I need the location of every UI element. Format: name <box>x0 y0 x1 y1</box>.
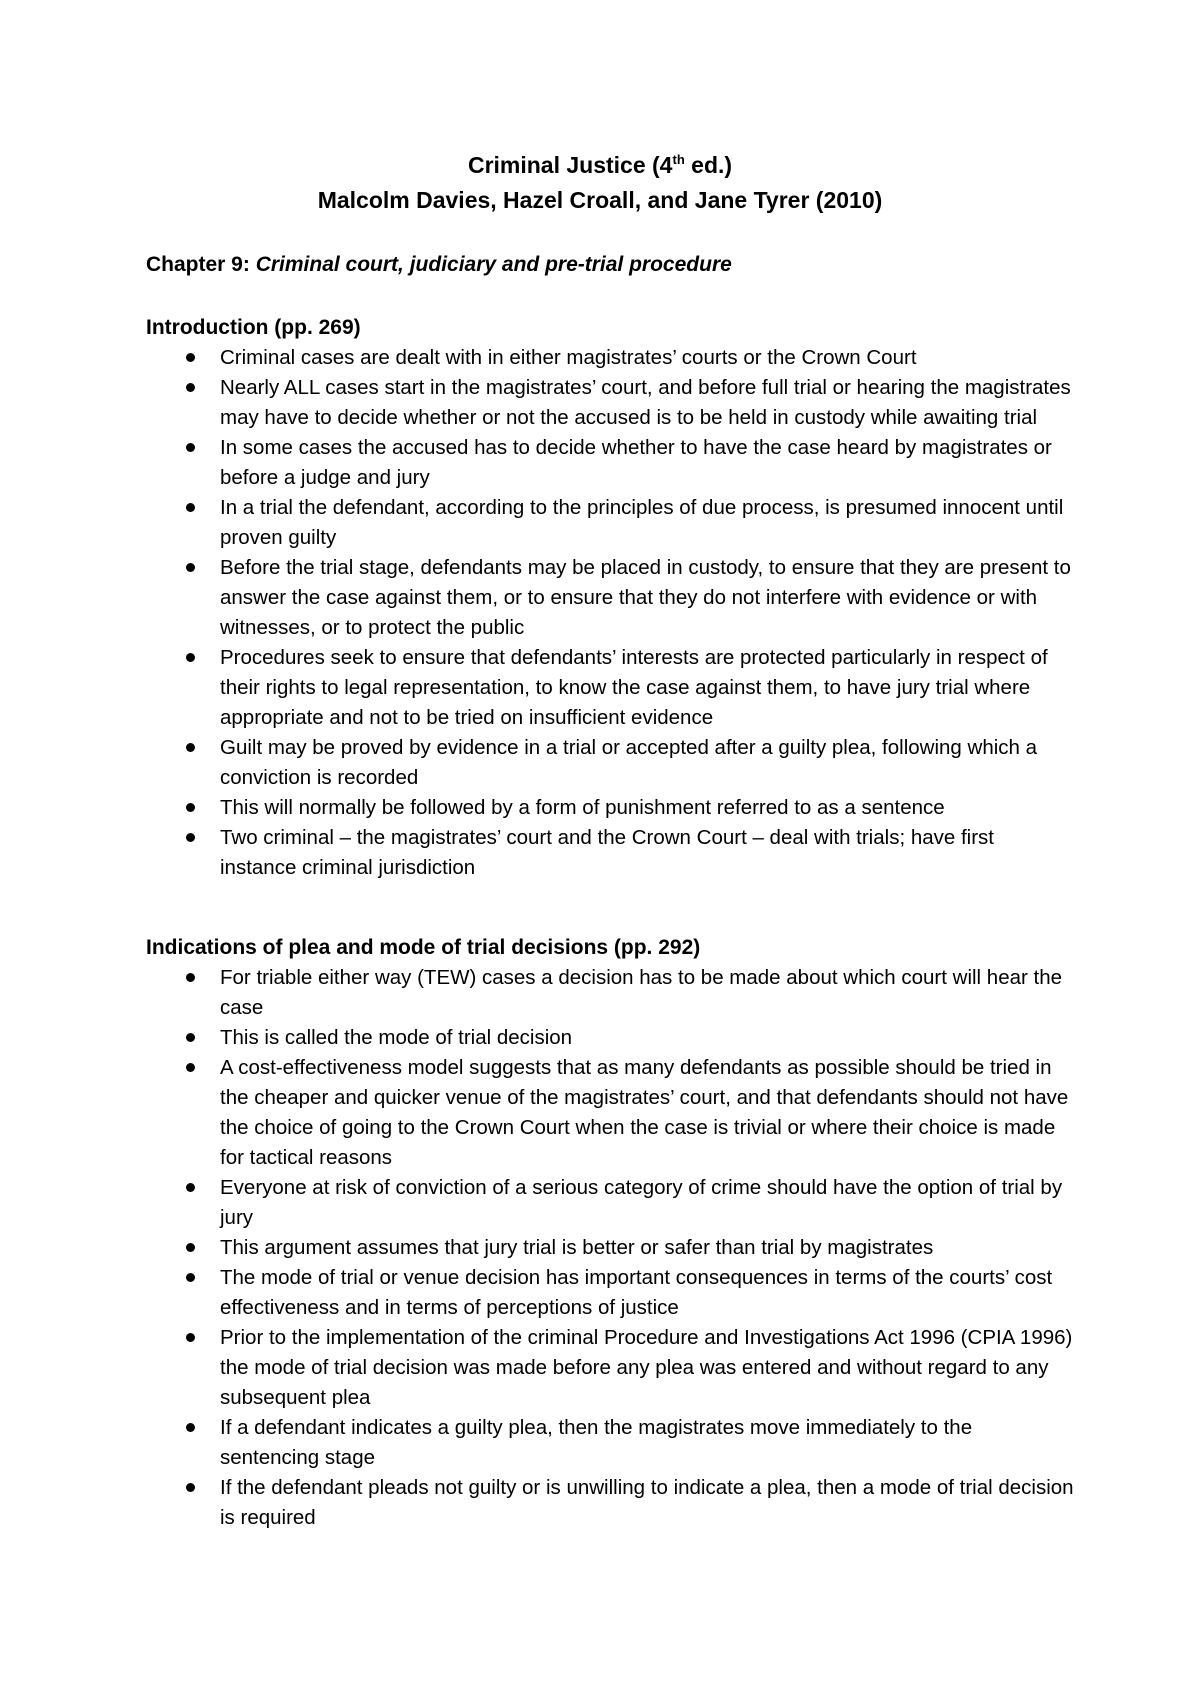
list-item <box>146 1053 1076 1173</box>
list-item <box>146 643 1076 733</box>
list-item <box>146 1413 1076 1473</box>
section-introduction <box>146 313 1076 883</box>
list-item-text: In some cases the accused has to decide whether to have the case heard by magistrates or before a judge and jury <box>220 436 1052 489</box>
list-item-text: Prior to the implementation of the criminal Procedure and Investigations Act 1996 (CPIA 1996) the mode of trial decision was made before any plea was entered and without regard to any subsequent plea <box>220 1326 1073 1409</box>
chapter-title: Criminal court, judiciary and pre-trial procedure <box>255 253 732 276</box>
bullet-icon <box>186 803 195 812</box>
list-item <box>146 373 1076 433</box>
bullet-icon <box>186 1333 195 1342</box>
list-item <box>146 733 1076 793</box>
list-item-text: Guilt may be proved by evidence in a trial or accepted after a guilty plea, following which a conviction is recorded <box>220 736 1038 789</box>
book-title-superscript: th <box>672 152 685 167</box>
bullet-list <box>146 343 1076 883</box>
list-item <box>146 1323 1076 1413</box>
bullet-icon <box>186 383 195 392</box>
list-item <box>146 493 1076 553</box>
bullet-icon <box>186 353 195 362</box>
bullet-icon <box>186 563 195 572</box>
chapter-label: Chapter 9: <box>146 253 256 276</box>
list-item <box>146 433 1076 493</box>
list-item <box>146 963 1076 1023</box>
list-item <box>146 553 1076 643</box>
list-item-text: Before the trial stage, defendants may be placed in custody, to ensure that they are present to answer the case against them, or to ensure that they do not interfere with evidence or with witnesses, or to protect the public <box>220 556 1071 639</box>
bullet-icon <box>186 443 195 452</box>
list-item-text: Nearly ALL cases start in the magistrates’ court, and before full trial or hearing the magistrates may have to decide whether or not the accused is to be held in custody while awaiting trial <box>220 376 1071 429</box>
bullet-list <box>146 963 1076 1533</box>
document-title-block <box>0 148 1200 218</box>
list-item <box>146 1023 1076 1053</box>
list-item <box>146 1473 1076 1533</box>
list-item-text: This argument assumes that jury trial is better or safer than trial by magistrates <box>220 1236 934 1259</box>
bullet-icon <box>186 833 195 842</box>
list-item-text: Two criminal – the magistrates’ court and the Crown Court – deal with trials; have first instance criminal jurisdiction <box>220 826 995 879</box>
section-heading: Introduction (pp. 269) <box>146 316 361 339</box>
bullet-icon <box>186 1063 195 1072</box>
list-item-text: In a trial the defendant, according to the principles of due process, is presumed innocent until proven guilty <box>220 496 1064 549</box>
bullet-icon <box>186 1033 195 1042</box>
list-item-text: If a defendant indicates a guilty plea, then the magistrates move immediately to the sentencing stage <box>220 1416 973 1469</box>
section-heading: Indications of plea and mode of trial decisions (pp. 292) <box>146 936 701 959</box>
list-item-text: Procedures seek to ensure that defendants’ interests are protected particularly in respect of their rights to legal representation, to know the case against them, to have jury trial where appropriate and not to be tried on insufficient evidence <box>220 646 1048 729</box>
list-item-text: This will normally be followed by a form of punishment referred to as a sentence <box>220 796 945 819</box>
book-authors: Malcolm Davies, Hazel Croall, and Jane Tyrer (2010) <box>317 187 883 213</box>
section-plea-mode-of-trial <box>146 933 1076 1533</box>
book-title <box>0 148 1200 183</box>
list-item <box>146 1173 1076 1233</box>
book-title-tail: ed.) <box>684 152 733 178</box>
list-item-text: Criminal cases are dealt with in either magistrates’ courts or the Crown Court <box>220 346 917 369</box>
list-item <box>146 793 1076 823</box>
list-item-text: For triable either way (TEW) cases a decision has to be made about which court will hear the case <box>220 966 1063 1019</box>
book-title-text: Criminal Justice (4 <box>467 152 673 178</box>
list-item-text: A cost-effectiveness model suggests that as many defendants as possible should be tried in the cheaper and quicker venue of the magistrates’ court, and that defendants should not have the choice of going to the Crown Court when the case is trivial or where their choice is made for tactical reasons <box>220 1056 1069 1169</box>
list-item <box>146 1263 1076 1323</box>
bullet-icon <box>186 1183 195 1192</box>
list-item-text: Everyone at risk of conviction of a serious category of crime should have the option of trial by jury <box>220 1176 1063 1229</box>
bullet-icon <box>186 653 195 662</box>
bullet-icon <box>186 1243 195 1252</box>
list-item <box>146 343 1076 373</box>
list-item-text: If the defendant pleads not guilty or is unwilling to indicate a plea, then a mode of trial decision is required <box>220 1476 1074 1529</box>
list-item <box>146 1233 1076 1263</box>
list-item-text: The mode of trial or venue decision has important consequences in terms of the courts’ cost effectiveness and in terms of perceptions of justice <box>220 1266 1053 1319</box>
bullet-icon <box>186 1483 195 1492</box>
bullet-icon <box>186 743 195 752</box>
bullet-icon <box>186 973 195 982</box>
list-item <box>146 823 1076 883</box>
bullet-icon <box>186 1423 195 1432</box>
chapter-heading <box>146 250 732 280</box>
list-item-text: This is called the mode of trial decision <box>220 1026 573 1049</box>
bullet-icon <box>186 1273 195 1282</box>
bullet-icon <box>186 503 195 512</box>
